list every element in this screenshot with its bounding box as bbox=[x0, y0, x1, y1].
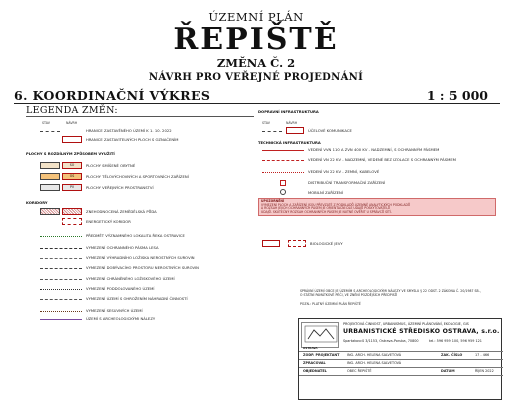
legend-item-text: MOBILNÍ ZAŘÍZENÍ bbox=[308, 191, 343, 195]
legend-item-text: VYMEZENÍ PODDOLOVANÉHO ÚZEMÍ bbox=[86, 287, 155, 291]
biological-phenomena-state-symbol bbox=[262, 240, 280, 247]
document-stage: NÁVRH PRO VEŘEJNÉ PROJEDNÁNÍ bbox=[148, 72, 364, 83]
sport-state-symbol bbox=[40, 173, 60, 180]
legend-underline bbox=[26, 116, 254, 117]
mixed-residential-state-symbol bbox=[40, 162, 60, 169]
section-heading-land-use: PLOCHY S ROZDÍLNÝM ZPŮSOBEM VYUŽITÍ bbox=[26, 152, 115, 156]
legend-item-text: VEDENÍ VN 22 KV - ZEMNÍ, KABELOVÉ bbox=[308, 170, 380, 174]
row-label: ZPRACOVAL bbox=[303, 361, 326, 365]
buildable-area-symbol bbox=[62, 136, 82, 143]
legend-item-text: PLOCHY TĚLOVÝCHOVNÝCH A SPORTOVNÍCH ZAŘÍZENÍ bbox=[86, 175, 189, 179]
vvn-line-symbol bbox=[262, 150, 304, 151]
legend-item-text: VYMEZENÍ VÝHRADNÍHO LOŽISKA NEROSTNÝCH SUROVIN bbox=[86, 256, 195, 260]
risk-area-symbol bbox=[40, 299, 82, 300]
legend-item-text: ENERGETICKÝ KORIDOR bbox=[86, 220, 131, 224]
column-proposal-label: NÁVRH bbox=[66, 121, 78, 125]
legend-item-text: VYMEZENÍ DOBÝVACÍHO PROSTORU NEROSTNÝCH SUROVIN bbox=[86, 266, 199, 270]
service-road-state-symbol bbox=[262, 131, 282, 132]
drawing-scale: 1 : 5 000 bbox=[426, 88, 488, 103]
column-state-label-right: STAV bbox=[262, 121, 270, 125]
legend-item-text: VYMEZENÍ OCHRANNÉHO PÁSMA LESA bbox=[86, 246, 159, 250]
row-label: OBJEDNATEL bbox=[303, 369, 327, 373]
drawing-title-bar bbox=[14, 88, 500, 104]
mixed-residential-proposal-symbol: SO bbox=[62, 162, 82, 169]
landslide-area-symbol bbox=[40, 311, 82, 312]
logo-caption: OSTRAVA bbox=[303, 346, 318, 350]
legend-item-text: HRANICE ZASTAVITELNÝCH PLOCH S OZNAČENÍM bbox=[86, 138, 179, 142]
company-phone: tel.: 596 959 100, 596 959 121 bbox=[429, 339, 482, 343]
river-locality-symbol bbox=[40, 236, 82, 237]
note-line: O STÁTNÍ PAMÁTKOVÉ PÉČI, VE ZNĚNÍ POZDĚJŠÍCH PŘEDPISŮ bbox=[300, 293, 398, 297]
title-block bbox=[298, 318, 502, 400]
company-address: Spartakovců 3/1153, Ostrava-Poruba, 70800 bbox=[343, 339, 419, 343]
company-name: URBANISTICKÉ STŘEDISKO OSTRAVA, s.r.o. bbox=[343, 328, 500, 335]
row-key: ZAK. ČÍSLO bbox=[441, 353, 463, 357]
public-space-proposal-symbol: PV bbox=[62, 184, 82, 191]
titleblock-divider bbox=[299, 367, 503, 368]
undermined-area-symbol bbox=[40, 289, 82, 290]
warning-heading: UPOZORNĚNÍ bbox=[261, 199, 285, 203]
legend-item-text: PLOCHY VEŘEJNÝCH PROSTRANSTVÍ bbox=[86, 186, 154, 190]
vn-cable-line-symbol bbox=[262, 172, 304, 173]
warning-line: ÚDAJŮ. SKUTEČNÝ ROZSAH OCHRANNÝCH PÁSEM JE NUTNÉ OVĚŘIT U SPRÁVCŮ SÍTÍ. bbox=[261, 210, 392, 215]
plan-type-title: ÚZEMNÍ PLÁN bbox=[208, 10, 304, 24]
legend-item-text: VEDENÍ VN 22 KV - NADZEMNÍ, VEDENÉ BEZ IZOLACE S OCHRANNÝM PÁSMEM bbox=[308, 158, 456, 162]
section-heading-corridors: KORIDORY bbox=[26, 201, 48, 205]
service-road-proposal-symbol bbox=[286, 127, 304, 134]
company-logo bbox=[301, 322, 339, 348]
archaeological-area-symbol bbox=[40, 319, 82, 320]
degraded-soil-proposal-symbol bbox=[62, 208, 82, 215]
built-area-boundary-symbol bbox=[40, 131, 60, 132]
row-key-value: ŘÍJEN 2022 bbox=[475, 369, 494, 373]
row-key-value: 17 - 466 bbox=[475, 353, 490, 357]
legend-item-text: PLOCHY SMÍŠENÉ OBYTNÉ bbox=[86, 164, 136, 168]
degraded-soil-symbol bbox=[40, 208, 60, 215]
protected-deposit-symbol bbox=[40, 279, 82, 280]
forest-protection-zone-symbol bbox=[40, 248, 82, 249]
legend-item-text: PŘEDMĚT VÝZNAMNÉHO LOKALITA ŘEKA OSTRAVICE bbox=[86, 234, 185, 238]
biological-phenomena-proposal-symbol bbox=[288, 240, 306, 247]
section-heading-technical: TECHNICKÁ INFRASTRUKTURA bbox=[258, 141, 321, 145]
section-heading-transport: DOPRAVNÍ INFRASTRUKTURA bbox=[258, 110, 319, 114]
mining-area-symbol bbox=[40, 268, 82, 269]
legend-item-text: BIOLOGICKÉ JEVY bbox=[310, 242, 343, 246]
vn-overhead-line-symbol bbox=[262, 160, 304, 161]
row-key: DATUM bbox=[441, 369, 455, 373]
municipality-name: ŘEPIŠTĚ bbox=[173, 22, 339, 57]
document-header bbox=[0, 10, 512, 84]
column-proposal-label-right: NÁVRH bbox=[286, 121, 298, 125]
legend-item-text: VEDENÍ VVN 110 A ZVN 400 KV - NADZEMNÍ, S OCHRANNÝM PÁSMEM bbox=[308, 148, 440, 152]
company-activities: PROJEKTOVÁ ČINNOST, URBANISMUS, ÚZEMNÍ PLÁNOVÁNÍ, EKOLOGIE, GIS bbox=[343, 322, 469, 326]
legend-item-text: ÚČELOVÉ KOMUNIKACE bbox=[308, 129, 352, 133]
warning-box bbox=[258, 198, 496, 216]
public-space-state-symbol bbox=[40, 184, 60, 191]
legend-item-text: HRANICE ZASTAVĚNÉHO ÚZEMÍ K 1. 10. 2022 bbox=[86, 129, 172, 133]
energy-corridor-symbol bbox=[62, 218, 82, 225]
transformer-symbol bbox=[280, 180, 286, 186]
legend-item-text: VYMEZENÍ SESUVNÝCH ÚZEMÍ bbox=[86, 309, 143, 313]
row-label: ZODP. PROJEKTANT bbox=[303, 353, 340, 357]
legend-item-text: ZNEHODNOCENÁ ZEMĚDĚLSKÁ PŮDA bbox=[86, 210, 157, 214]
note-line: SPRÁVNÍ ÚZEMÍ OBCE JE ÚZEMÍM S ARCHEOLOGICKÝMI NÁLEZY VE SMYSLU § 22 ODST. 2 ZÁKONA Č. 20/1987 SB., bbox=[300, 289, 481, 293]
titleblock-divider bbox=[299, 375, 503, 376]
note-line: POZN.: PLATNÝ ÚZEMNÍ PLÁN ŘEPIŠTĚ bbox=[300, 302, 361, 306]
legend-title: LEGENDA ZMĚN: bbox=[26, 105, 118, 116]
legend-item-text: VYMEZENÍ ÚZEMÍ S OHROŽENÍM NÁHRADNÍ ČINNOSTÍ bbox=[86, 297, 188, 301]
column-state-label: STAV bbox=[42, 121, 50, 125]
legend-item-text: VYMEZENÍ CHRÁNĚNÉHO LOŽISKOVÉHO ÚZEMÍ bbox=[86, 277, 175, 281]
warning-line: A ROZSAH JEJICH OCHRANNÝCH PÁSEM JE ORIENTAČNÍ DLE ÚDAJŮ POSKYTOVATELŮ bbox=[261, 206, 391, 211]
warning-line: VYMEZENÍ PLOCH A ZAŘÍZENÍ JSOU PŘEVZATÉ Z PODKLADŮ ÚZEMNĚ ANALYTICKÝCH PODKLADŮ bbox=[261, 202, 411, 207]
row-value: ING. ARCH. HELENA SALVETOVÁ bbox=[347, 361, 402, 365]
row-value: ING. ARCH. HELENA SALVETOVÁ bbox=[347, 353, 402, 357]
sport-proposal-symbol: OS bbox=[62, 173, 82, 180]
mobile-device-symbol bbox=[280, 189, 286, 195]
change-number: ZMĚNA Č. 2 bbox=[216, 56, 296, 70]
titleblock-divider bbox=[299, 359, 503, 360]
legend-item-text: ÚZEMÍ S ARCHEOLOGICKÝMI NÁLEZY bbox=[86, 317, 156, 321]
drawing-title: 6. KOORDINAČNÍ VÝKRES bbox=[14, 88, 211, 103]
row-value: OBEC ŘEPIŠTĚ bbox=[347, 369, 372, 373]
legend-item-text: DISTRIBUČNÍ TRANSFORMAČNÍ ZAŘÍZENÍ bbox=[308, 181, 386, 185]
mineral-deposit-symbol bbox=[40, 258, 82, 259]
titleblock-divider bbox=[299, 351, 503, 352]
